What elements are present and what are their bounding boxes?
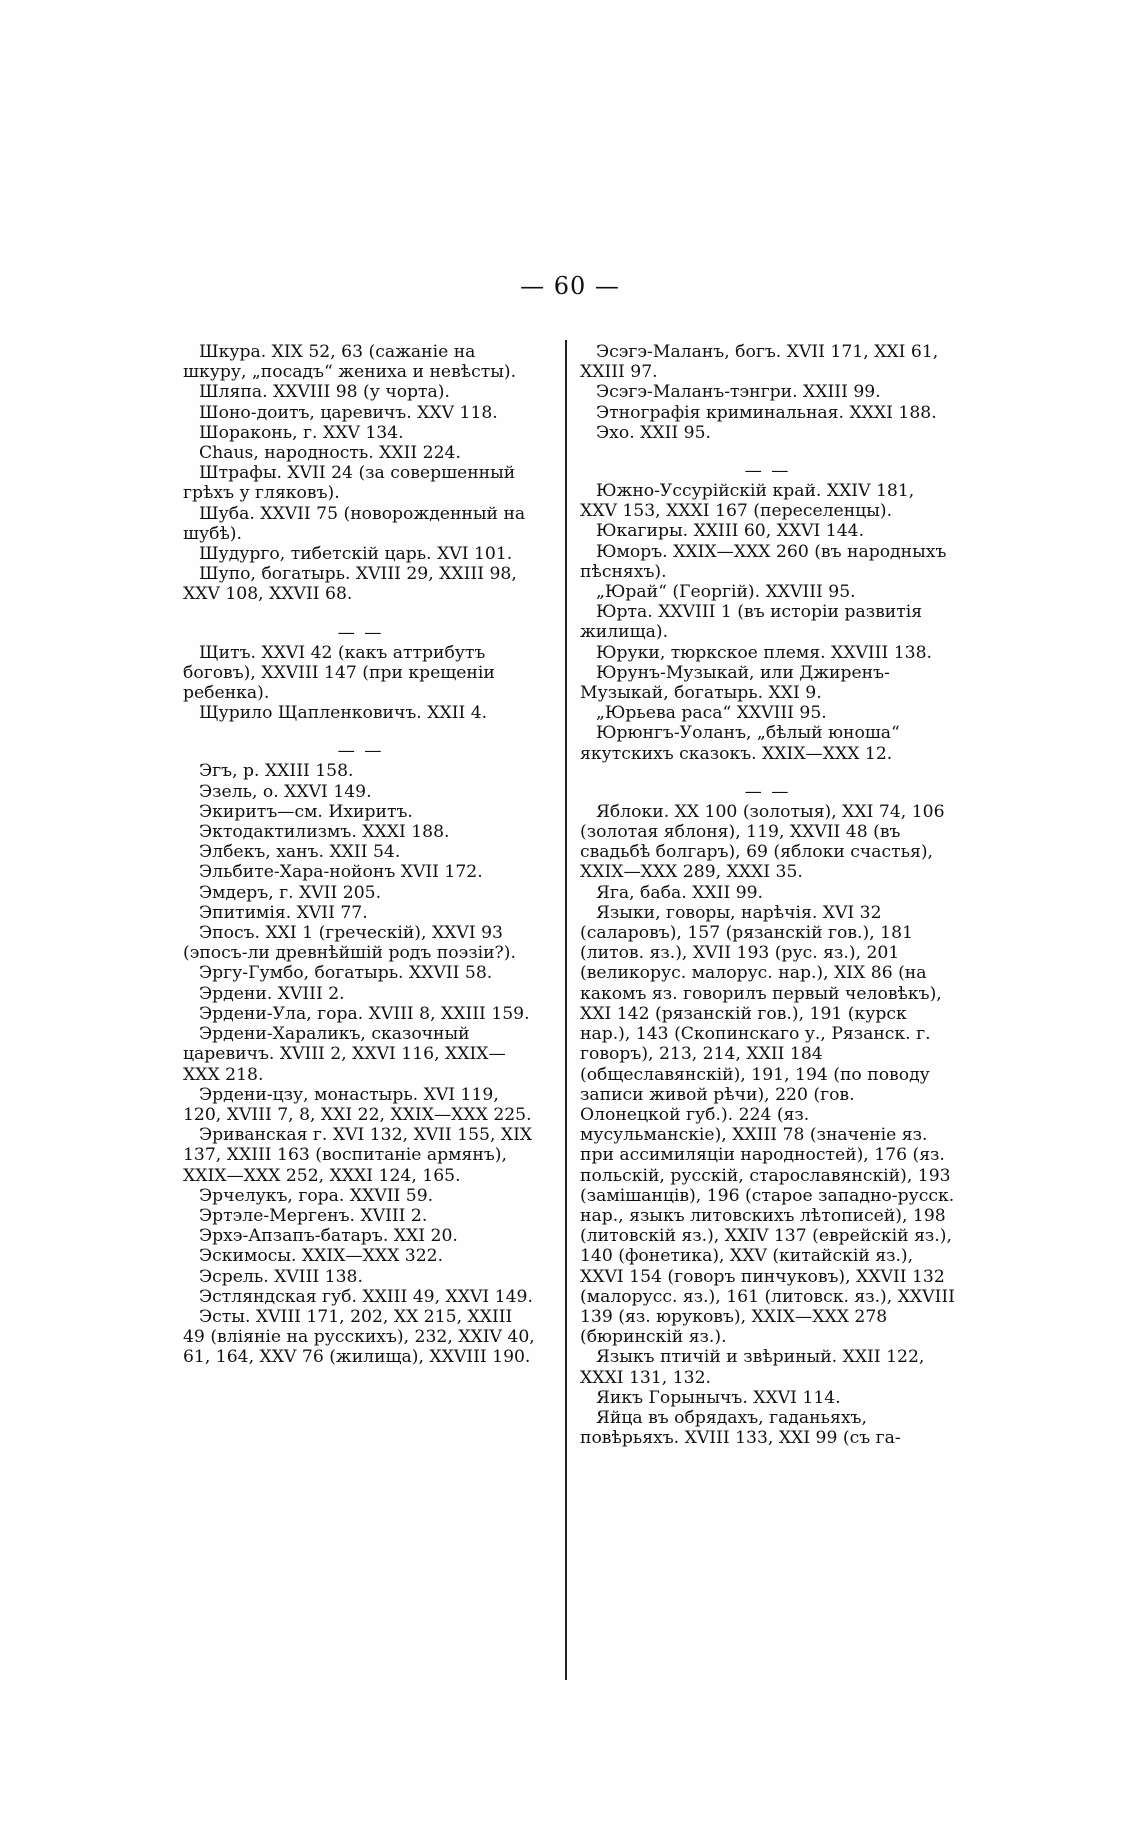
index-entry: Экиритъ—см. Ихиритъ. [199, 801, 413, 822]
index-entry: Шоно-доитъ, царевичъ. XXV 118. [199, 402, 498, 423]
index-entry: Штрафы. XVII 24 (за совершенный грѣхъ у гляковъ). [183, 463, 516, 504]
index-entry: Яйца въ обрядахъ, гаданьяхъ, повѣрьяхъ. XVIII 133, XXI 99 (съ га- [580, 1407, 901, 1449]
index-entry: Южно-Уссурійскій край. XXIV 181, XXV 153, XXXI 167 (переселенцы). [580, 481, 915, 522]
page-number: — 60 — [520, 272, 620, 300]
section-separator: — — [337, 741, 384, 762]
section-gap [580, 764, 955, 782]
index-entry: Юруки, тюркское племя. XXVIII 138. [596, 642, 932, 663]
index-entry: Эрдени-Ула, гора. XVIII 8, XXIII 159. [199, 1003, 530, 1024]
index-entry: Яблоки. XX 100 (золотыя), XXI 74, 106 (золотая яблоня), 119, XXVII 48 (въ свадьбѣ болгаръ), 69 (яблоки счастья), XXIX—XXX 289, XXXI 35. [580, 801, 945, 883]
index-entry: Эльбите-Хара-нойонъ XVII 172. [199, 862, 483, 883]
index-entry: Эсэгэ-Маланъ, богъ. XVII 171, XXI 61, XXIII 97. [580, 342, 939, 383]
index-entry: Этнографія криминальная. XXXI 188. [596, 402, 937, 423]
index-entry: Эсэгэ-Маланъ-тэнгри. XXIII 99. [596, 382, 881, 403]
index-entry: Эскимосы. XXIX—XXX 322. [199, 1246, 444, 1267]
index-entry: Эрдени-цзу, монастырь. XVI 119, 120, XVIII 7, 8, XXI 22, XXIX—XXX 225. [183, 1084, 532, 1125]
index-entry: „Юрьева раса“ XXVIII 95. [596, 703, 827, 724]
index-entry: Шупо, богатырь. XVIII 29, XXIII 98, XXV 108, XXVII 68. [183, 564, 517, 605]
index-entry: Эхо. XXII 95. [596, 422, 711, 443]
index-entry: Шораконь, г. XXV 134. [199, 422, 404, 443]
index-entry: Языкъ птичій и звѣриный. XXII 122, XXXI 131, 132. [580, 1347, 925, 1388]
section-separator: — — [744, 461, 791, 482]
index-column-left [183, 342, 538, 1368]
index-entry: Юрюнгъ-Уоланъ, „бѣлый юноша“ якутскихъ сказокъ. XXIX—XXX 12. [580, 723, 900, 764]
index-entry: Эгъ, р. XXIII 158. [199, 761, 354, 782]
index-entry: Яга, баба. XXII 99. [596, 882, 764, 903]
section-separator: — — [337, 622, 384, 643]
index-column-right [580, 342, 955, 1448]
index-entry: Эзель, о. XXVI 149. [199, 781, 372, 802]
section-gap [183, 723, 538, 741]
index-entry: „Юрай“ (Георгій). XXVIII 95. [596, 582, 856, 603]
index-entry: Эрчелукъ, гора. XXVII 59. [199, 1185, 434, 1206]
index-entry: Шляпа. XXVIII 98 (у чорта). [199, 382, 450, 403]
index-entry: Юрта. XXVIII 1 (въ исторіи развитія жилища). [580, 602, 923, 643]
index-entry: Эмдеръ, г. XVII 205. [199, 882, 382, 903]
index-entry: Юрунъ-Музыкай, или Джиренъ-Музыкай, богатырь. XXI 9. [580, 662, 890, 704]
index-entry: Языки, говоры, нарѣчія. XVI 32 (саларовъ), 157 (рязанскій гов.), 181 (литов. яз.), XVII 193 (рус. яз.), 201 (великорус. малорус. нар.), XIX 86 (на какомъ яз. говорилъ первый человѣкъ), XXI 142 (рязанскій гов.), 191 (курск нар.), 143 (Скопинскаго у., Рязанск. г. говоръ), 213, 214, XXII 184 (общеславянскій), 191, 194 (по поводу записи живой рѣчи), 220 (гов. Олонецкой губ.). 224 (яз. мусульманскіе), XXIII 78 (значеніе яз. при ассимиляціи народностей), 176 (яз. польскій, русскій, старославянскій), 193 (замішанцiв), 196 (старое западно-русск. нар., языкъ литовскихъ лѣтописей), 198 (литовскій яз.), XXIV 137 (еврейскій яз.), 140 (фонетика), XXV (китайскій яз.), XXVI 154 (говоръ пинчуковъ), XXVII 132 (малорусс. яз.), 161 (литовск. яз.), XXVIII 139 (яз. юруковъ), XXIX—XXX 278 (бюринскій яз.). [580, 902, 955, 1348]
section-gap [183, 605, 538, 623]
index-entry: Юкагиры. XXIII 60, XXVI 144. [596, 521, 865, 542]
section-separator: — — [744, 781, 791, 802]
index-entry: Шудурго, тибетскій царь. XVI 101. [199, 544, 513, 565]
index-entry: Эрдени-Хараликъ, сказочный царевичъ. XVIII 2, XXVI 116, XXIX—XXX 218. [183, 1024, 506, 1085]
index-entry: Эпосъ. XXI 1 (греческій), XXVI 93 (эпосъ-ли древнѣйшій родъ поэзіи?). [183, 923, 516, 964]
index-entry: Яикъ Горынычъ. XXVI 114. [596, 1387, 841, 1408]
index-entry: Эсрель. XVIII 138. [199, 1266, 363, 1287]
index-entry: Щурило Щапленковичъ. XXII 4. [199, 703, 488, 724]
index-entry: Эртэле-Мергенъ. XVIII 2. [199, 1205, 428, 1226]
index-entry: Эргу-Гумбо, богатырь. XXVII 58. [199, 963, 493, 984]
column-divider [565, 340, 567, 1680]
index-entry: Эрдени. XVIII 2. [199, 983, 345, 1004]
index-entry: Шкура. XIX 52, 63 (сажаніе на шкуру, „посадъ“ жениха и невѣсты). [183, 342, 517, 383]
index-entry: Эриванская г. XVI 132, XVII 155, XIX 137, XXIII 163 (воспитаніе армянъ), XXIX—XXX 252, XXXI 124, 165. [183, 1125, 533, 1186]
section-gap [580, 443, 955, 461]
index-entry: Эсты. XVIII 171, 202, XX 215, XXIII 49 (вліяніе на русскихъ), 232, XXIV 40, 61, 164, XXV 76 (жилища), XXVIII 190. [183, 1306, 535, 1368]
index-entry: Эстляндская губ. XXIII 49, XXVI 149. [199, 1286, 533, 1307]
index-entry: Chaus, народность. XXII 224. [199, 443, 461, 464]
index-entry: Эктодактилизмъ. XXXI 188. [199, 822, 450, 843]
index-entry: Юморъ. XXIX—XXX 260 (въ народныхъ пѣсняхъ). [580, 541, 947, 582]
index-entry: Эрхэ-Апзапъ-батаръ. XXI 20. [199, 1226, 458, 1247]
index-entry: Щитъ. XXVI 42 (какъ аттрибутъ боговъ), XXVIII 147 (при крещеніи ребенка). [183, 642, 495, 704]
index-entry: Шуба. XXVII 75 (новорожденный на шубѣ). [183, 503, 526, 544]
index-entry: Элбекъ, ханъ. XXII 54. [199, 842, 401, 863]
index-entry: Эпитимія. XVII 77. [199, 902, 368, 923]
